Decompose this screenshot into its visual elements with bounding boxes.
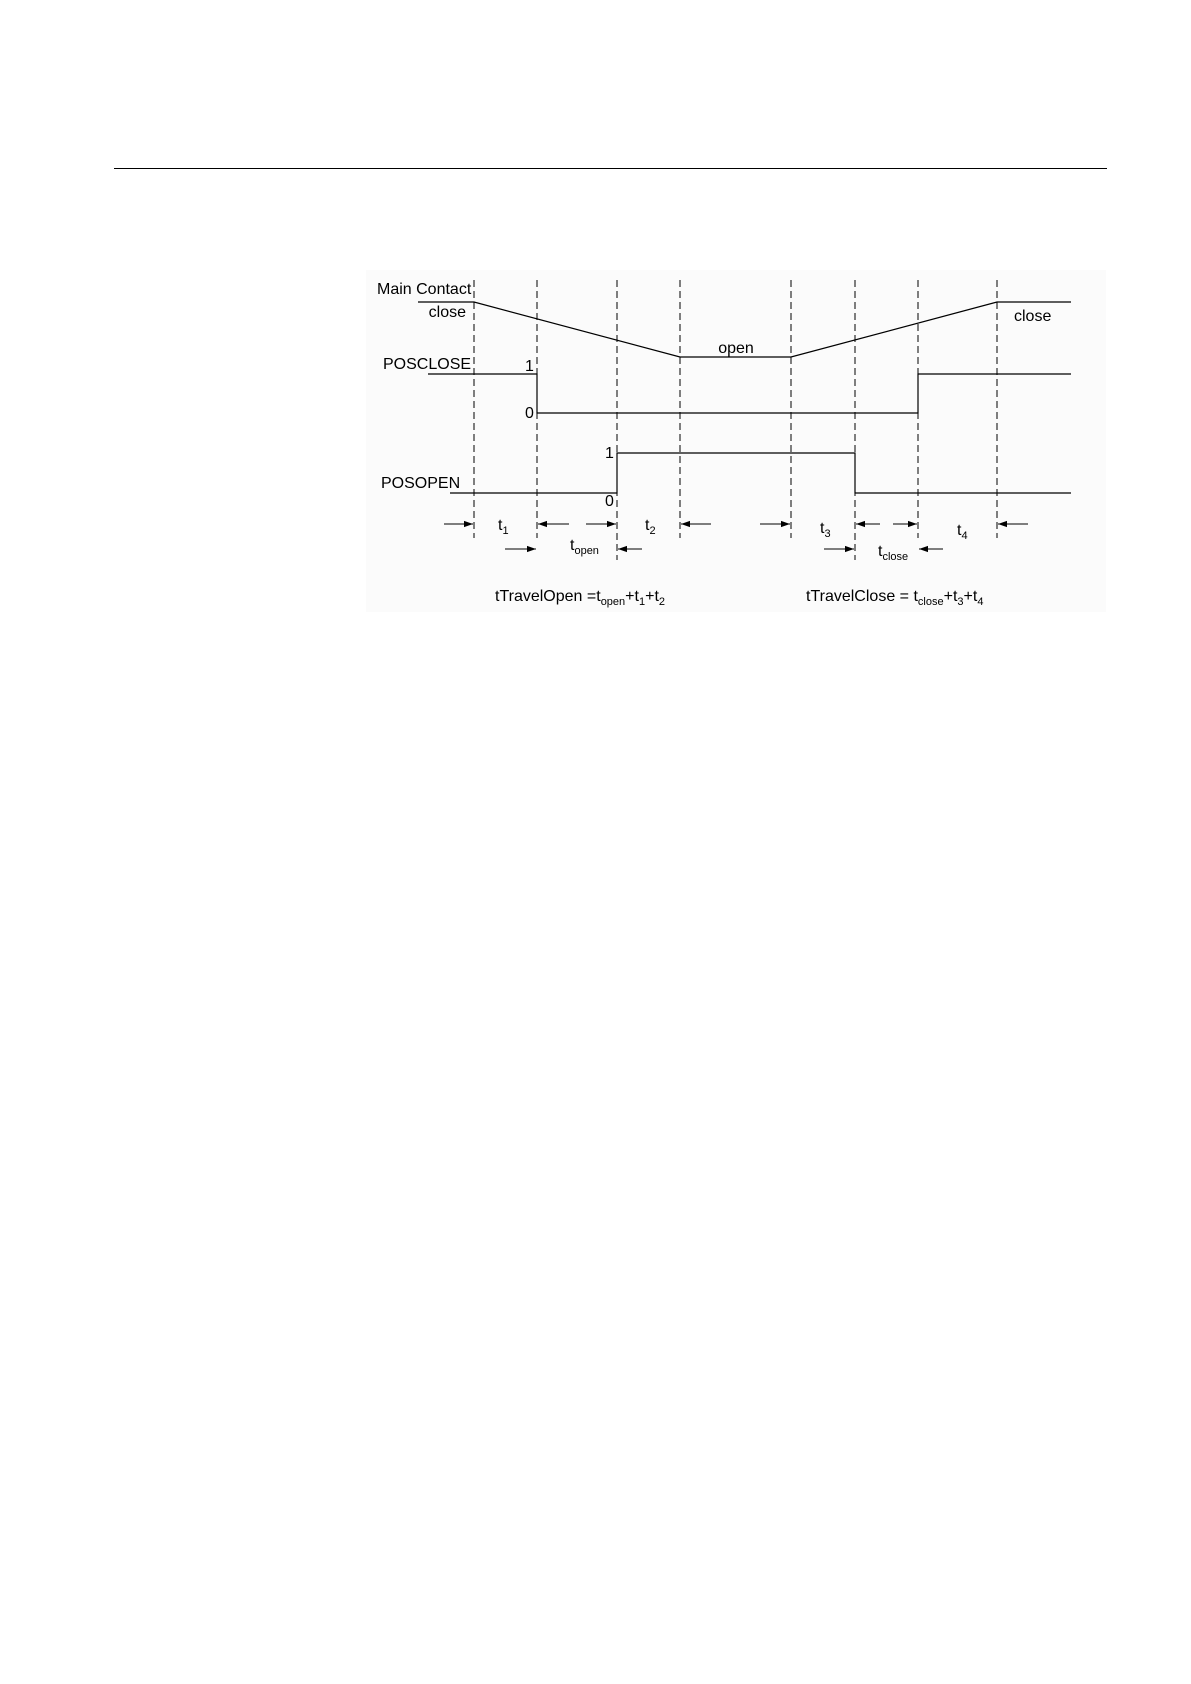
tclose-label: $t_{close}$: [878, 543, 909, 563]
posclose-high-label: 1: [525, 358, 534, 375]
formula-travel-open: tTravelOpen $=t_{open}+t_1+t_2$: [495, 588, 666, 608]
t1-label: $t_1$: [498, 517, 509, 537]
posclose-low-label: 0: [525, 405, 534, 422]
t2-label: $t_2$: [645, 517, 656, 537]
posopen-waveform: [450, 453, 1071, 493]
close-left-label: close: [428, 304, 466, 321]
posopen-high-label: 1: [605, 445, 614, 462]
topen-label: $t_{open}$: [570, 537, 599, 557]
posopen-low-label: 0: [605, 493, 614, 510]
close-right-label: close: [1014, 308, 1052, 325]
formula-travel-close: tTravelClose = $t_{close}+t_3+t_4$: [806, 588, 984, 608]
t3-label: $t_3$: [820, 520, 831, 540]
open-label: open: [718, 340, 754, 357]
main-contact-label: Main Contact: [377, 281, 472, 298]
posclose-label: POSCLOSE: [383, 356, 472, 373]
posopen-label: POSOPEN: [381, 475, 461, 492]
t4-label: $t_4$: [957, 522, 968, 542]
